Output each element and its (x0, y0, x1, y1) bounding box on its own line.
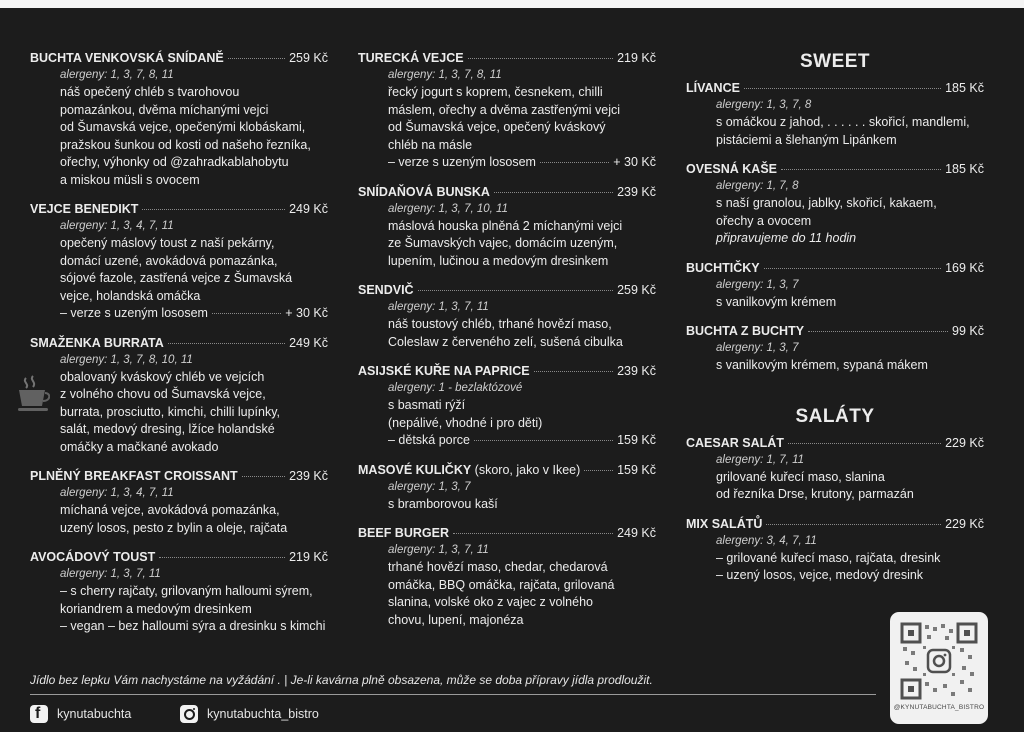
item-allergens: alergeny: 1, 7, 8 (716, 180, 799, 192)
item-name: LÍVANCE (686, 81, 740, 95)
item-description: náš toustový chléb, trhané hovězí maso, Coleslaw z červeného zelí, sušená cibulka (388, 317, 623, 349)
item-name: SNÍDAŇOVÁ BUNSKA (358, 184, 490, 199)
item-allergens: alergeny: 1, 3, 7, 8 (716, 99, 812, 111)
item-price: 219 Kč (617, 51, 656, 65)
item-price: 239 Kč (617, 184, 656, 199)
item-description: – s cherry rajčaty, grilovaným halloumi sýrem, koriandrem a medovým dresinkem – vegan – bez halloumi sýra a dresinku s kimchi (60, 584, 326, 633)
item-description: míchaná vejce, avokádová pomazánka, uzený losos, pesto z bylin a oleje, rajčata (60, 503, 288, 535)
item-description: opečený máslový toust z naší pekárny, domácí uzené, avokádová pomazánka, sójové fazole, zastřená vejce z Šumavská vejce, holandská omáčka (60, 236, 293, 303)
qr-code-card[interactable] (890, 612, 988, 724)
item-name: MASOVÉ KULIČKY (skoro, jako v Ikee) (358, 462, 581, 477)
item-allergens: alergeny: 1, 3, 7, 8, 11 (60, 69, 174, 81)
menu-item (30, 50, 328, 189)
section-title-salads: SALÁTY (795, 405, 875, 427)
item-description: obalovaný kváskový chléb ve vejcích z volného chovu od Šumavská vejce, burrata, prosciutto, kimchi, chilli lupínky, salát, medový dresing, lžíce holandské omáčky a mačkané avokado (60, 369, 280, 454)
menu-item (686, 161, 984, 248)
menu-item (686, 435, 984, 504)
item-allergens: alergeny: 1, 3, 7, 11 (388, 544, 489, 556)
item-price: 185 Kč (945, 81, 984, 95)
item-name: CAESAR SALÁT (686, 435, 784, 450)
footer-divider (30, 694, 876, 695)
menu-item (358, 184, 656, 271)
menu-column-2 (358, 50, 656, 641)
item-description: máslová houska plněná 2 míchanými vejci ze Šumavských vajec, domácím uzeným, lupením, lučinou a medovým dresinkem (388, 218, 623, 268)
item-price: 259 Kč (617, 283, 656, 297)
item-extra-option: – verze s uzeným lososem + 30 Kč (388, 155, 656, 169)
menu-item (358, 50, 656, 172)
item-allergens: alergeny: 3, 4, 7, 11 (716, 534, 817, 547)
item-description: řecký jogurt s koprem, česnekem, chilli máslem, ořechy a dvěma zastřenými vejci od Šumavská vejce, opečený kváskový chléb na másle (388, 85, 621, 152)
item-allergens: alergeny: 1, 3, 7, 8, 10, 11 (60, 353, 193, 366)
item-description: náš opečený chléb s tvarohovou pomazánkou, dvěma míchanými vejci od Šumavská vejce, opečenými klobáskami, pražskou šunkou od kosti od našeho řezníka, ořechy, výhonky od @zahradkablahobytu a miskou müsli s ovocem (60, 85, 311, 187)
menu-item (686, 80, 984, 149)
item-price: 169 Kč (945, 260, 984, 275)
item-allergens: alergeny: 1, 3, 7, 11 (388, 301, 489, 313)
menu-item (686, 323, 984, 375)
item-name: SENDVIČ (358, 283, 414, 297)
item-price: 249 Kč (617, 526, 656, 540)
item-name: ASIJSKÉ KUŘE NA PAPRICE (358, 364, 530, 378)
menu-item (30, 335, 328, 457)
menu-item (30, 201, 328, 323)
item-price: 229 Kč (945, 516, 984, 531)
item-allergens: alergeny: 1, 3, 7 (716, 342, 799, 354)
item-description: s naší granolou, jablky, skořicí, kakaem, ořechy a ovocem připravujeme do 11 hodin (716, 195, 984, 248)
item-description: trhané hovězí maso, chedar, chedarová omáčka, BBQ omáčka, rajčata, grilovaná slanina, volské oko z vajec z volného chovu, lupení, majonéza (388, 560, 615, 627)
item-name: MIX SALÁTŮ (686, 516, 763, 531)
item-description: s basmati rýží (nepálivé, vhodné i pro děti) (388, 398, 543, 430)
menu-item (358, 363, 656, 450)
instagram-handle: kynutabuchta_bistro (207, 707, 319, 721)
instagram-link[interactable] (180, 705, 319, 723)
item-allergens: alergeny: 1 - bezlaktózové (388, 382, 523, 394)
item-price: 219 Kč (289, 550, 328, 564)
item-price: 185 Kč (945, 162, 984, 176)
item-price: 99 Kč (952, 324, 984, 338)
item-description: s vanilkovým krémem (716, 294, 837, 309)
item-name: BUCHTA Z BUCHTY (686, 324, 805, 338)
item-allergens: alergeny: 1, 3, 7 (388, 480, 471, 493)
item-price: 249 Kč (289, 335, 328, 350)
item-price: 259 Kč (289, 51, 328, 65)
item-extra-option: – dětská porce 159 Kč (388, 433, 656, 447)
item-description: – grilované kuřecí maso, rajčata, dresink – uzený losos, vejce, medový dresink (716, 550, 941, 582)
item-name: VEJCE BENEDIKT (30, 202, 139, 216)
item-name: PLNĚNÝ BREAKFAST CROISSANT (30, 469, 238, 483)
item-description: s bramborovou kaší (388, 496, 498, 511)
top-border-strip (0, 0, 1024, 8)
item-name: BEEF BURGER (358, 526, 449, 540)
item-allergens: alergeny: 1, 3, 4, 7, 11 (60, 220, 174, 232)
item-allergens: alergeny: 1, 3, 7, 8, 11 (388, 69, 502, 81)
instagram-icon (180, 705, 198, 723)
facebook-link[interactable] (30, 705, 131, 723)
item-name: BUCHTIČKY (686, 260, 760, 275)
item-name: SMAŽENKA BURRATA (30, 335, 164, 350)
facebook-handle: kynutabuchta (57, 707, 132, 721)
coffee-cup-icon (16, 374, 50, 414)
menu-item (30, 468, 328, 537)
item-name: OVESNÁ KAŠE (686, 162, 777, 176)
menu-item (30, 549, 328, 636)
menu-column-1 (30, 50, 328, 648)
item-description: s vanilkovým krémem, sypaná mákem (716, 358, 928, 372)
item-description: grilované kuřecí maso, slanina od řezníka Drse, krutony, parmazán (716, 469, 914, 501)
footer-note: Jídlo bez lepku Vám nachystáme na vyžádání . | Je-li kavárna plně obsazena, může se doba přípravy jídla prodloužit. (30, 673, 653, 687)
item-name: AVOCÁDOVÝ TOUST (30, 550, 156, 564)
item-name: BUCHTA VENKOVSKÁ SNÍDANĚ (30, 51, 224, 65)
menu-item (686, 260, 984, 312)
item-name-note: (skoro, jako v Ikee) (471, 462, 581, 477)
item-extra-option: – verze s uzeným lososem + 30 Kč (60, 306, 328, 320)
item-price: 239 Kč (289, 469, 328, 483)
item-allergens: alergeny: 1, 7, 11 (716, 453, 805, 466)
item-price: 159 Kč (617, 462, 656, 477)
menu-item (358, 525, 656, 629)
item-price: 239 Kč (617, 364, 656, 378)
menu-item (358, 462, 656, 514)
menu-item (358, 282, 656, 351)
menu-column-3 (686, 50, 984, 597)
item-allergens: alergeny: 1, 3, 7, 10, 11 (388, 202, 508, 215)
qr-code-label: @KYNUTABUCHTA_BISTRO (893, 704, 985, 711)
menu-item (686, 516, 984, 585)
item-allergens: alergeny: 1, 3, 7 (716, 278, 799, 291)
qr-code-icon (900, 622, 978, 700)
item-allergens: alergeny: 1, 3, 4, 7, 11 (60, 487, 174, 499)
facebook-icon (30, 705, 48, 723)
item-price: 229 Kč (945, 435, 984, 450)
item-price: 249 Kč (289, 202, 328, 216)
item-note: připravujeme do 11 hodin (716, 231, 857, 245)
item-description: s omáčkou z jahod, . . . . . . skořicí, mandlemi, pistáciemi a šlehaným Lipánkem (716, 115, 970, 147)
item-name: TURECKÁ VEJCE (358, 51, 464, 65)
item-allergens: alergeny: 1, 3, 7, 11 (60, 568, 161, 580)
section-title-sweet: SWEET (799, 51, 871, 72)
